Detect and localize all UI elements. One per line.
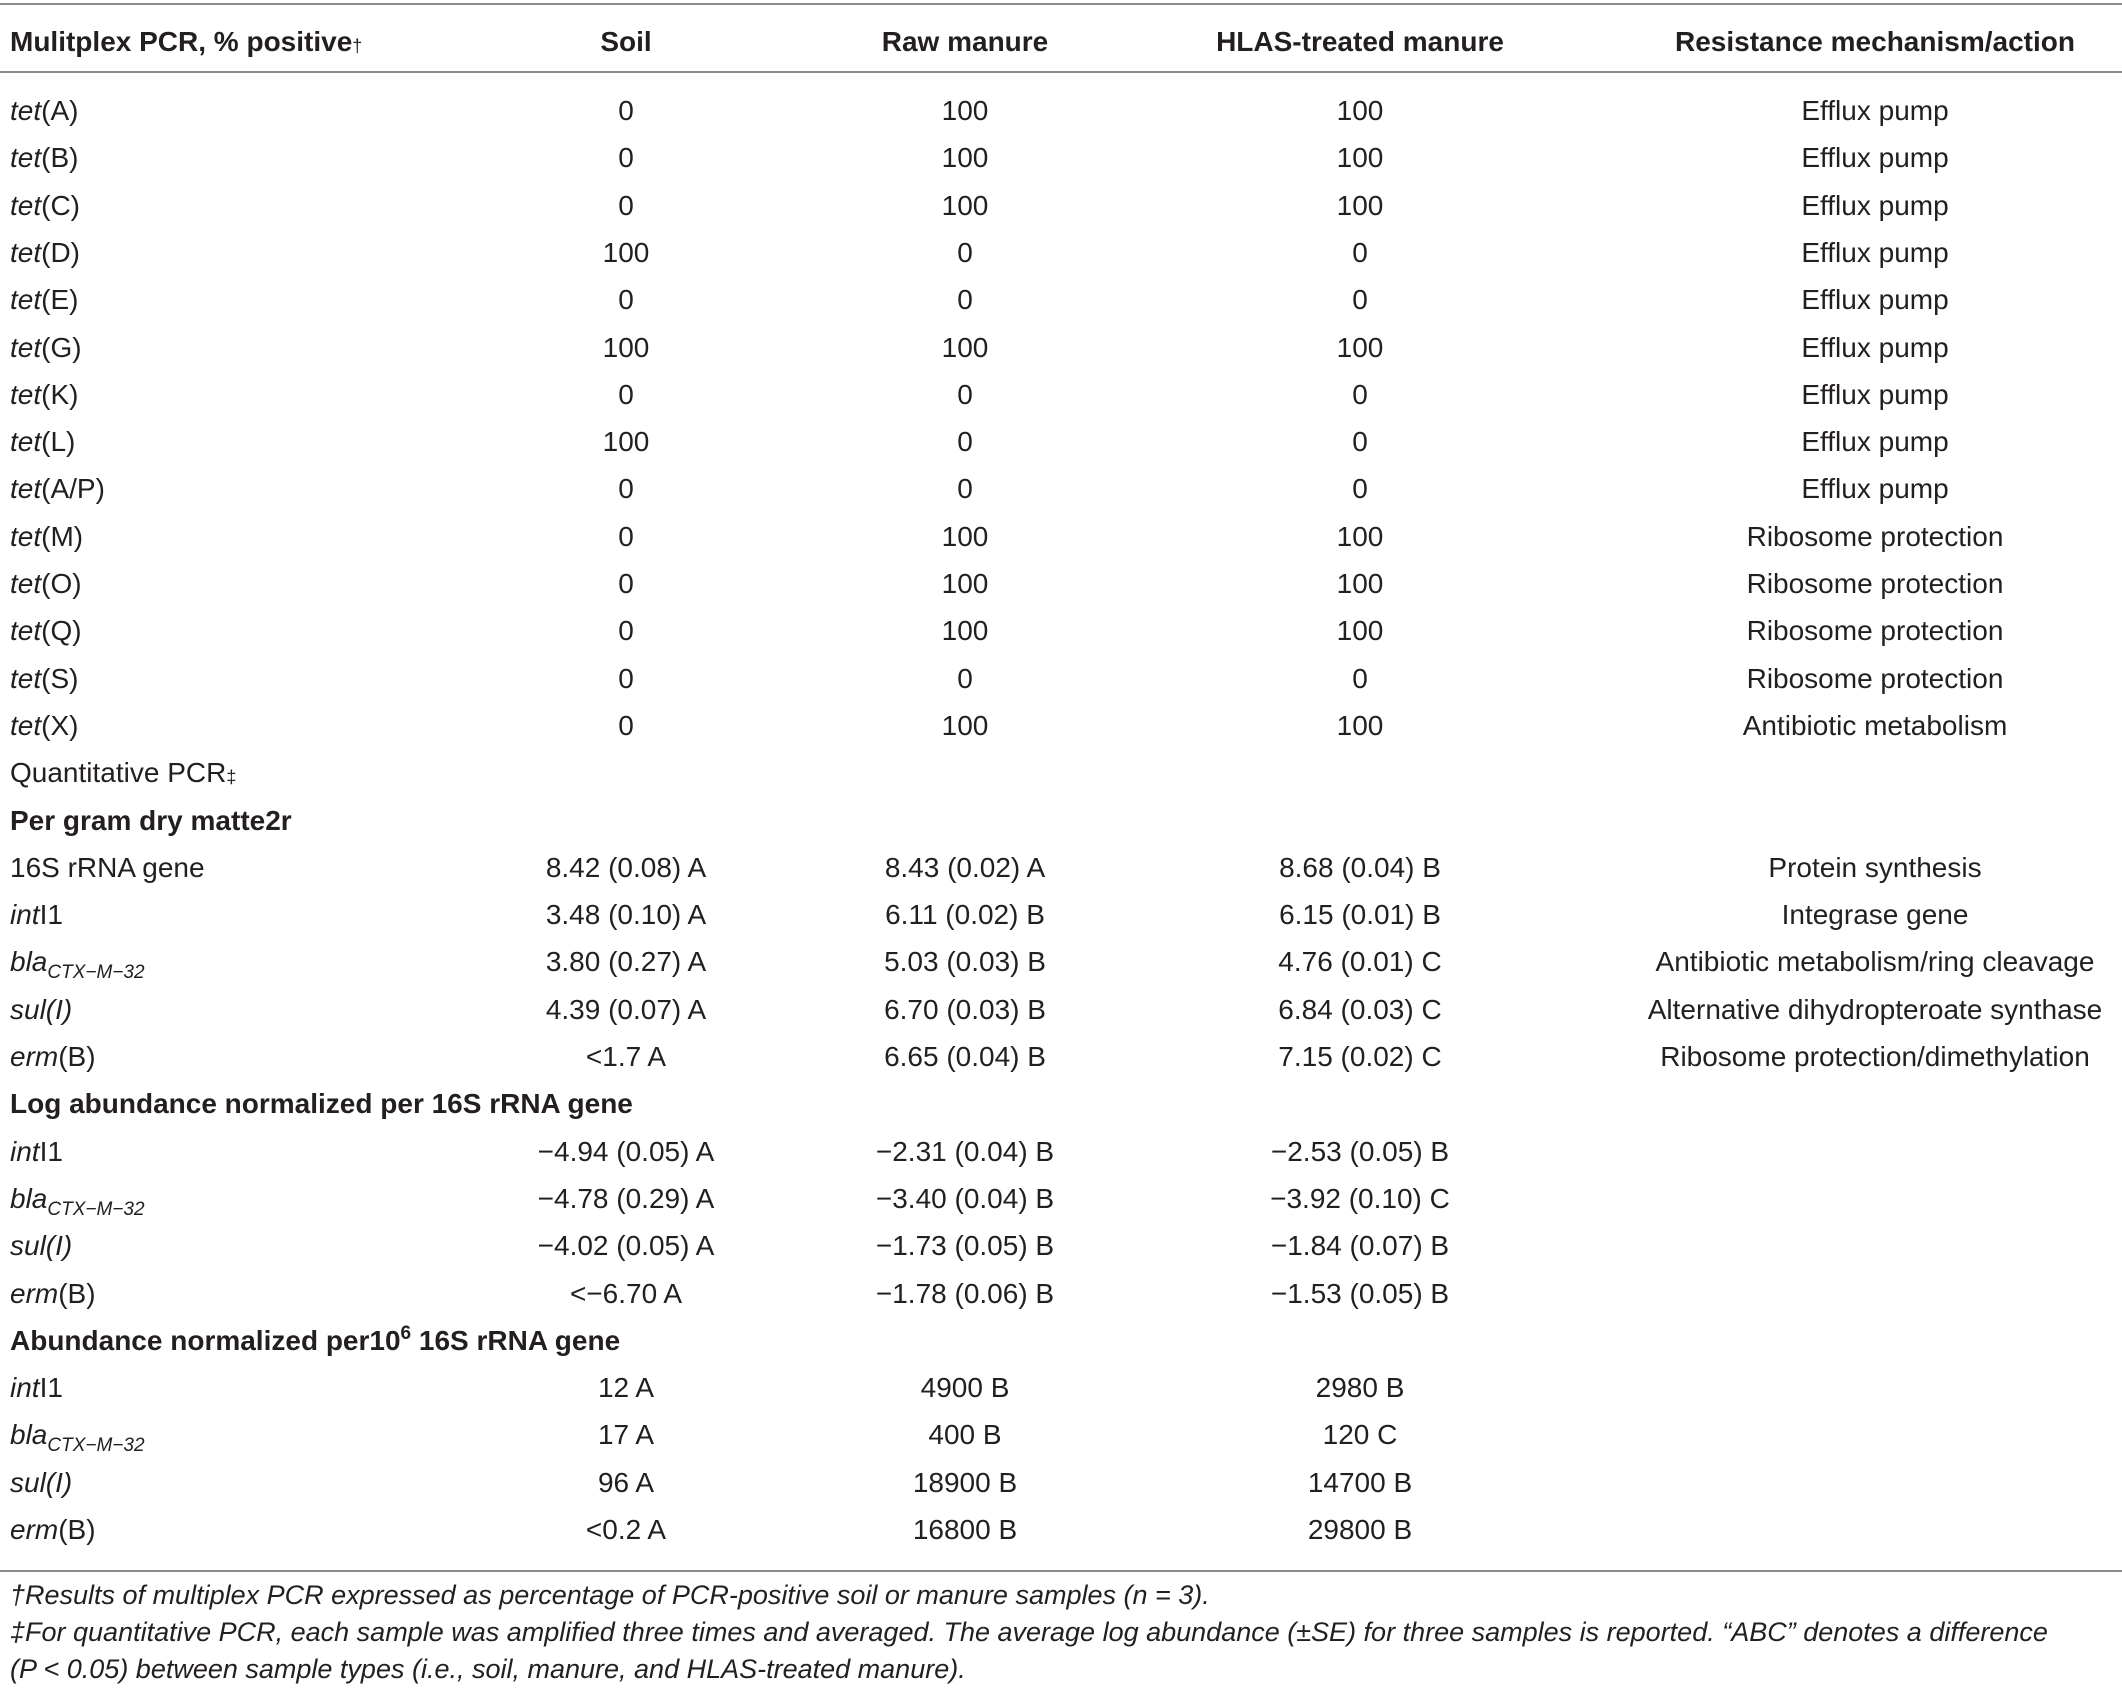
gene-name	[10, 560, 82, 607]
table-row	[0, 986, 2122, 1033]
footnote-quantitative-line1: ‡For quantitative PCR, each sample was amplified three times and averaged. The average log abundance (±SE) for three samples is reported. “ABC” denotes a difference	[10, 1617, 2048, 1647]
table-row	[0, 418, 2122, 465]
raw-manure-value: 100	[941, 331, 989, 363]
table-row	[0, 655, 2122, 702]
gene-suffix: (G)	[41, 331, 82, 363]
gene-prefix: tet	[10, 378, 42, 410]
gene-rest: I1	[39, 1135, 63, 1167]
gene-name	[10, 1270, 96, 1317]
raw-manure-value: −1.78 (0.06) B	[875, 1277, 1055, 1309]
gene-suffix: (S)	[41, 662, 79, 694]
soil-value: 100	[602, 331, 650, 363]
gene-prefix: tet	[10, 95, 42, 126]
soil-value: −4.94 (0.05) A	[537, 1135, 715, 1167]
table-row	[0, 1222, 2122, 1269]
footnote-multiplex: †Results of multiplex PCR expressed as percentage of PCR-positive soil or manure samples (n = 3).	[10, 1580, 1210, 1610]
table-row	[0, 229, 2122, 276]
gene-prefix: tet	[10, 189, 42, 221]
raw-manure-value: 100	[941, 520, 989, 552]
header-soil: Soil	[600, 26, 652, 57]
raw-manure-value: 100	[941, 189, 989, 221]
gene-name	[10, 1459, 72, 1506]
mechanism-value: Efflux pump	[1801, 236, 1949, 268]
gene-italic: bla	[10, 1182, 48, 1214]
soil-value: 100	[602, 426, 650, 458]
table-row	[0, 607, 2122, 654]
mechanism-value: Ribosome protection	[1746, 662, 2004, 694]
hlas-manure-value: 100	[1336, 142, 1384, 174]
soil-value: 0	[618, 189, 634, 221]
gene-italic: erm	[10, 1041, 59, 1072]
section-abund-title-post: 16S rRNA gene	[411, 1324, 621, 1356]
section-abund-title-pre: Abundance normalized per10	[10, 1324, 401, 1356]
hlas-manure-value: −1.53 (0.05) B	[1270, 1277, 1450, 1309]
mechanism-value: Integrase gene	[1781, 899, 1969, 931]
gene-name	[10, 371, 78, 418]
gene-prefix: tet	[10, 426, 42, 458]
header-hlas-manure: HLAS-treated manure	[1216, 26, 1504, 57]
table-row	[0, 513, 2122, 560]
soil-value: 0	[618, 142, 634, 174]
raw-manure-value: 18900 B	[912, 1466, 1018, 1498]
raw-manure-value: 0	[957, 473, 973, 505]
gene-name	[10, 655, 78, 702]
gene-italic: bla	[10, 1419, 48, 1451]
gene-suffix: (O)	[41, 568, 82, 599]
gene-italic: erm	[10, 1514, 59, 1545]
table-row	[0, 1175, 2122, 1222]
table-row	[0, 938, 2122, 985]
gene-name	[10, 844, 205, 891]
gene-italic: int	[10, 1135, 40, 1167]
raw-manure-value: −1.73 (0.05) B	[875, 1230, 1055, 1262]
gene-rest: (B)	[58, 1514, 96, 1545]
hlas-manure-value: −2.53 (0.05) B	[1270, 1135, 1450, 1167]
table-row	[0, 1270, 2122, 1317]
raw-manure-value: 0	[957, 426, 973, 458]
gene-name	[10, 1128, 63, 1175]
table-row	[0, 182, 2122, 229]
hlas-manure-value: 100	[1336, 615, 1384, 647]
soil-value: −4.78 (0.29) A	[537, 1182, 715, 1214]
hlas-manure-value: 0	[1352, 662, 1368, 694]
table-row	[0, 1033, 2122, 1080]
gene-suffix: (C)	[41, 189, 81, 221]
raw-manure-value: −2.31 (0.04) B	[875, 1135, 1055, 1167]
hlas-manure-value: 14700 B	[1307, 1466, 1413, 1498]
gene-rest: (B)	[58, 1277, 96, 1309]
section-abund-title-sup: 6	[400, 1322, 412, 1344]
gene-suffix: (B)	[41, 142, 79, 174]
soil-value: 0	[618, 378, 634, 410]
gene-italic: sul(I)	[10, 1466, 73, 1498]
gene-name	[10, 229, 80, 276]
gene-prefix: tet	[10, 142, 42, 174]
gene-rest: I1	[39, 899, 63, 931]
raw-manure-value: 5.03 (0.03) B	[884, 946, 1046, 978]
hlas-manure-value: 120 C	[1322, 1419, 1398, 1451]
raw-manure-value: 100	[941, 568, 989, 599]
section-heading	[0, 1317, 2122, 1364]
gene-name	[10, 87, 78, 134]
soil-value: 0	[618, 615, 634, 647]
soil-value: 4.39 (0.07) A	[545, 993, 707, 1025]
gene-italic: bla	[10, 946, 48, 978]
mechanism-value: Efflux pump	[1801, 284, 1949, 316]
gene-name	[10, 1175, 145, 1222]
soil-value: 12 A	[597, 1372, 655, 1404]
section-log-title: Log abundance normalized per 16S rRNA gene	[10, 1088, 633, 1120]
raw-manure-value: 8.43 (0.02) A	[884, 851, 1046, 883]
gene-suffix: (L)	[41, 426, 76, 458]
raw-manure-value: 100	[941, 709, 989, 741]
raw-manure-value: 4900 B	[920, 1372, 1010, 1404]
gene-name	[10, 1033, 96, 1080]
hlas-manure-value: 0	[1352, 426, 1368, 458]
mechanism-value: Efflux pump	[1801, 189, 1949, 221]
gene-suffix: (M)	[41, 520, 84, 552]
mechanism-value: Ribosome protection	[1746, 520, 2004, 552]
gene-suffix: (K)	[41, 378, 79, 410]
raw-manure-value: 100	[941, 95, 989, 126]
gene-rest: (B)	[58, 1041, 96, 1072]
table-row	[0, 371, 2122, 418]
gene-name	[10, 1506, 96, 1553]
hlas-manure-value: 7.15 (0.02) C	[1278, 1041, 1442, 1072]
mechanism-value: Efflux pump	[1801, 426, 1949, 458]
raw-manure-value: 6.11 (0.02) B	[885, 899, 1045, 931]
table-row	[0, 702, 2122, 749]
mechanism-value: Antibiotic metabolism	[1742, 709, 2008, 741]
table-row	[0, 276, 2122, 323]
table-row	[0, 134, 2122, 181]
gene-prefix: tet	[10, 236, 42, 268]
mechanism-value: Ribosome protection	[1746, 615, 2004, 647]
gene-name	[10, 418, 75, 465]
soil-value: 0	[618, 568, 634, 599]
soil-value: 96 A	[597, 1466, 655, 1498]
gene-rest: 16S rRNA gene	[10, 851, 205, 883]
footnote-quantitative-line2: (P < 0.05) between sample types (i.e., soil, manure, and HLAS-treated manure).	[10, 1654, 966, 1684]
header-row	[0, 18, 2122, 65]
gene-suffix: (A)	[41, 95, 79, 126]
hlas-manure-value: 6.84 (0.03) C	[1278, 993, 1442, 1025]
raw-manure-value: 400 B	[928, 1419, 1002, 1451]
hlas-manure-value: 100	[1336, 189, 1384, 221]
gene-prefix: tet	[10, 709, 42, 741]
table-row	[0, 1459, 2122, 1506]
gene-prefix: tet	[10, 662, 42, 694]
gene-subscript: CTX−M−32	[47, 1435, 145, 1457]
gene-name	[10, 891, 63, 938]
gene-prefix: tet	[10, 568, 42, 599]
gene-prefix: tet	[10, 284, 42, 316]
table-row	[0, 844, 2122, 891]
quantitative-text: Quantitative PCR	[10, 757, 227, 789]
gene-subscript: CTX−M−32	[47, 1198, 145, 1220]
soil-value: 0	[618, 709, 634, 741]
soil-value: 0	[618, 95, 634, 126]
raw-manure-value: 6.70 (0.03) B	[884, 993, 1046, 1025]
gene-prefix: tet	[10, 615, 42, 647]
gene-rest: I1	[39, 1372, 63, 1404]
hlas-manure-value: 100	[1336, 95, 1384, 126]
mechanism-value: Protein synthesis	[1768, 851, 1982, 883]
quantitative-label	[10, 749, 236, 796]
soil-value: <1.7 A	[585, 1041, 667, 1072]
table-row	[0, 1364, 2122, 1411]
hlas-manure-value: 0	[1352, 378, 1368, 410]
mechanism-value: Efflux pump	[1801, 142, 1949, 174]
soil-value: 3.48 (0.10) A	[545, 899, 707, 931]
soil-value: 0	[618, 284, 634, 316]
hlas-manure-value: −1.84 (0.07) B	[1270, 1230, 1450, 1262]
gene-suffix: (A/P)	[41, 473, 105, 505]
raw-manure-value: 100	[941, 615, 989, 647]
gene-name	[10, 938, 145, 985]
gene-prefix: tet	[10, 473, 42, 505]
quantitative-pcr-label	[0, 749, 2122, 796]
mechanism-value: Efflux pump	[1801, 95, 1949, 126]
raw-manure-value: 0	[957, 662, 973, 694]
gene-name	[10, 513, 83, 560]
gene-name	[10, 324, 82, 371]
table-row	[0, 1506, 2122, 1553]
hlas-manure-value: 2980 B	[1315, 1372, 1405, 1404]
section-heading	[0, 1080, 2122, 1127]
section-title	[10, 1317, 620, 1364]
hlas-manure-value: 8.68 (0.04) B	[1279, 851, 1441, 883]
mechanism-value: Ribosome protection/dimethylation	[1660, 1041, 2090, 1072]
raw-manure-value: 6.65 (0.04) B	[884, 1041, 1046, 1072]
gene-name	[10, 702, 78, 749]
gene-suffix: (D)	[41, 236, 81, 268]
hlas-manure-value: 6.15 (0.01) B	[1279, 899, 1441, 931]
hlas-manure-value: 100	[1336, 709, 1384, 741]
top-rule	[0, 3, 2122, 5]
soil-value: <−6.70 A	[569, 1277, 683, 1309]
header-raw-manure: Raw manure	[881, 26, 1049, 57]
soil-value: 100	[602, 236, 650, 268]
header-rule	[0, 71, 2122, 73]
gene-prefix: tet	[10, 331, 42, 363]
gene-name	[10, 1222, 72, 1269]
hlas-manure-value: 100	[1336, 568, 1384, 599]
mechanism-value: Efflux pump	[1801, 378, 1949, 410]
quantitative-mark: ‡	[226, 767, 237, 788]
hlas-manure-value: 100	[1336, 331, 1384, 363]
header-col0: Mulitplex PCR, % positive†	[10, 26, 363, 57]
gene-suffix: (E)	[41, 284, 79, 316]
gene-name	[10, 607, 82, 654]
hlas-manure-value: 29800 B	[1307, 1514, 1413, 1545]
soil-value: <0.2 A	[585, 1514, 667, 1545]
hlas-manure-value: 0	[1352, 473, 1368, 505]
gene-italic: sul(I)	[10, 993, 73, 1025]
raw-manure-value: 0	[957, 284, 973, 316]
gene-name	[10, 1364, 63, 1411]
gene-italic: int	[10, 899, 40, 931]
table-row	[0, 87, 2122, 134]
gene-subscript: CTX−M−32	[47, 962, 145, 984]
raw-manure-value: −3.40 (0.04) B	[875, 1182, 1055, 1214]
hlas-manure-value: −3.92 (0.10) C	[1270, 1182, 1450, 1214]
mechanism-value: Antibiotic metabolism/ring cleavage	[1655, 946, 2095, 978]
mechanism-value: Efflux pump	[1801, 331, 1949, 363]
gene-name	[10, 182, 80, 229]
raw-manure-value: 0	[957, 236, 973, 268]
soil-value: 17 A	[597, 1419, 655, 1451]
table-row	[0, 324, 2122, 371]
raw-manure-value: 100	[941, 142, 989, 174]
soil-value: 8.42 (0.08) A	[545, 851, 707, 883]
soil-value: 0	[618, 662, 634, 694]
gene-italic: sul(I)	[10, 1230, 73, 1262]
header-mechanism: Resistance mechanism/action	[1675, 26, 2075, 57]
gene-suffix: (X)	[41, 709, 79, 741]
gene-italic: erm	[10, 1277, 59, 1309]
table-row	[0, 891, 2122, 938]
soil-value: 0	[618, 520, 634, 552]
hlas-manure-value: 4.76 (0.01) C	[1278, 946, 1442, 978]
gene-name	[10, 1411, 145, 1458]
gene-suffix: (Q)	[41, 615, 82, 647]
mechanism-value: Ribosome protection	[1746, 568, 2004, 599]
gene-prefix: tet	[10, 520, 42, 552]
table-row	[0, 560, 2122, 607]
raw-manure-value: 0	[957, 378, 973, 410]
gene-name	[10, 465, 105, 512]
table-row	[0, 1411, 2122, 1458]
mechanism-value: Efflux pump	[1801, 473, 1949, 505]
section-title	[10, 1080, 633, 1127]
section-title	[10, 797, 292, 844]
mechanism-value: Alternative dihydropteroate synthase	[1647, 993, 2103, 1025]
gene-name	[10, 986, 72, 1033]
soil-value: −4.02 (0.05) A	[537, 1230, 715, 1262]
table-row	[0, 465, 2122, 512]
bottom-rule	[0, 1570, 2122, 1572]
gene-italic: int	[10, 1372, 40, 1404]
section-dry-title: Per gram dry matte2r	[10, 804, 292, 836]
hlas-manure-value: 0	[1352, 284, 1368, 316]
gene-name	[10, 134, 78, 181]
hlas-manure-value: 100	[1336, 520, 1384, 552]
table-row	[0, 1128, 2122, 1175]
hlas-manure-value: 0	[1352, 236, 1368, 268]
raw-manure-value: 16800 B	[912, 1514, 1018, 1545]
gene-name	[10, 276, 78, 323]
soil-value: 0	[618, 473, 634, 505]
section-heading	[0, 797, 2122, 844]
soil-value: 3.80 (0.27) A	[545, 946, 707, 978]
